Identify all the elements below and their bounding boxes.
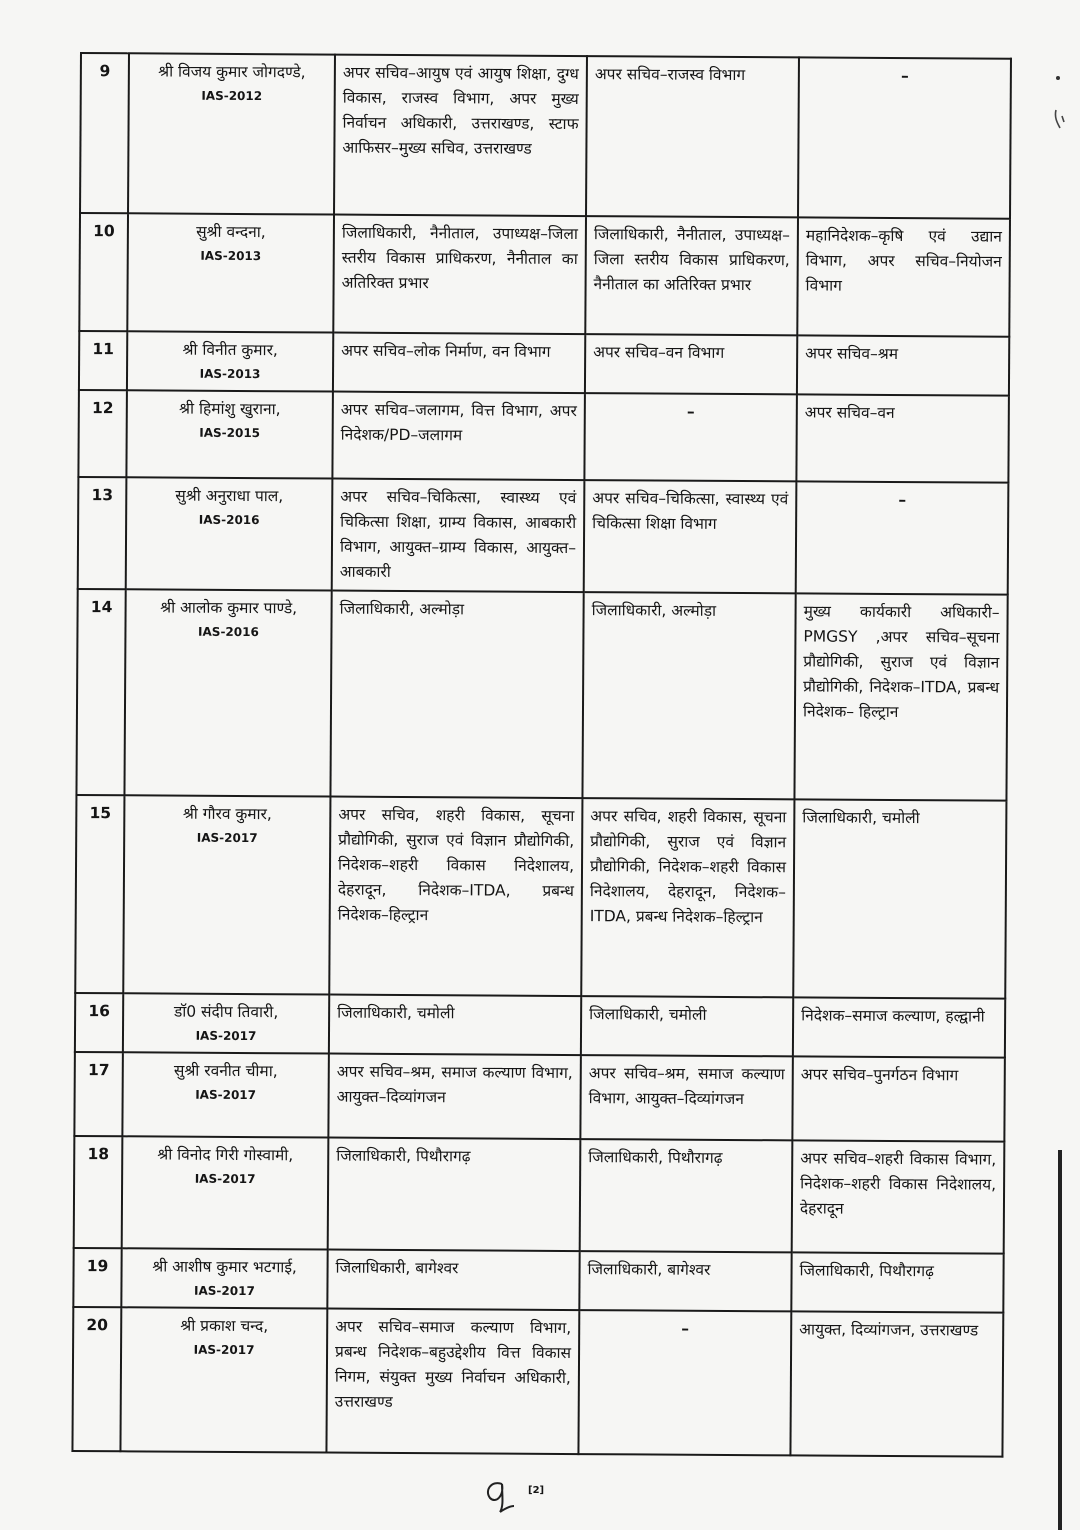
officer-name: श्री विनीत कुमार, <box>182 340 278 360</box>
current-posting: जिलाधिकारी, चमोली <box>329 995 581 1056</box>
current-posting: अपर सचिव–लोक निर्माण, वन विभाग <box>333 333 585 394</box>
officer-batch: IAS-2016 <box>198 512 260 528</box>
current-posting: अपर सचिव–समाज कल्याण विभाग, प्रबन्ध निदेशक–बहुउद्देशीय वित्त विकास निगम, संयुक्त मुख्य निर्वाचन अधिकारी, उत्तराखण्ड <box>326 1309 579 1455</box>
current-posting: जिलाधिकारी, पिथौरागढ़ <box>328 1138 581 1252</box>
officer-name: श्री आलोक कुमार पाण्डे, <box>160 598 298 618</box>
officer-name: श्री हिमांशु खुराना, <box>179 399 281 419</box>
transfer-table <box>71 52 1012 1458</box>
officer-cell <box>128 53 335 214</box>
new-posting: जिलाधिकारी, अल्मोड़ा <box>582 592 795 799</box>
serial-number: 14 <box>76 589 125 795</box>
serial-number: 19 <box>73 1248 121 1307</box>
table-row <box>74 1136 1005 1254</box>
new-posting: जिलाधिकारी, बागेश्वर <box>579 1251 791 1311</box>
stray-mark-icon <box>1050 70 1070 140</box>
officer-name: श्री आशीष कुमार भटगाई, <box>152 1257 297 1277</box>
officer-cell <box>127 331 333 391</box>
additional-charge: जिलाधिकारी, पिथौरागढ़ <box>791 1252 1003 1312</box>
table-row <box>78 477 1009 595</box>
new-posting: जिलाधिकारी, नैनीताल, उपाध्यक्ष–जिला स्तरीय विकास प्राधिकरण, नैनीताल का अतिरिक्त प्रभार <box>585 216 798 335</box>
dash-mark: – <box>898 491 907 510</box>
officer-cell <box>124 589 331 796</box>
dash-mark: – <box>900 67 909 86</box>
additional-charge: निदेशक–समाज कल्याण, हल्द्वानी <box>793 997 1005 1057</box>
additional-charge: अपर सचिव–वन <box>796 394 1009 482</box>
current-posting: अपर सचिव–चिकित्सा, स्वास्थ्य एवं चिकित्सा शिक्षा, ग्राम्य विकास, आबकारी विभाग, आयुक्त–ग्राम्य विकास, आयुक्त–आबकारी <box>332 479 585 593</box>
new-posting: अपर सचिव, शहरी विकास, सूचना प्रौद्योगिकी, सुराज एवं विज्ञान प्रौद्योगिकी, निदेशक–शहरी विकास निदेशालय, देहरादून, निदेशक–ITDA, प्रबन्ध निदेशक–हिल्ट्रान <box>581 798 794 997</box>
officer-batch: IAS-2013 <box>200 248 262 264</box>
table-row <box>79 213 1010 337</box>
additional-charge: अपर सचिव–पुनर्गठन विभाग <box>792 1056 1005 1141</box>
table-row <box>80 53 1011 219</box>
serial-number: 17 <box>74 1052 123 1136</box>
additional-charge: मुख्य कार्यकारी अधिकारी–PMGSY ,अपर सचिव–सूचना प्रौद्योगिकी, सुराज एवं विज्ञान प्रौद्योगिकी, निदेशक–ITDA, प्रबन्ध निदेशक– हिल्ट्रान <box>794 593 1007 800</box>
serial-number: 20 <box>72 1307 121 1451</box>
serial-number: 18 <box>74 1136 123 1248</box>
serial-number: 9 <box>80 53 129 213</box>
officer-batch: IAS-2013 <box>199 366 261 382</box>
additional-charge: महानिदेशक–कृषि एवं उद्यान विभाग, अपर सचिव–नियोजन विभाग <box>797 217 1010 336</box>
officer-batch: IAS-2016 <box>198 624 259 640</box>
serial-number: 10 <box>79 213 128 331</box>
table-row <box>75 993 1005 1058</box>
officer-cell <box>123 993 329 1053</box>
new-posting: जिलाधिकारी, पिथौरागढ़ <box>580 1139 793 1252</box>
officer-name: सुश्री अनुराधा पाल, <box>175 486 284 506</box>
current-posting: अपर सचिव–जलागम, वित्त विभाग, अपर निदेशक/PD–जलागम <box>332 392 585 481</box>
new-posting: अपर सचिव–राजस्व विभाग <box>586 56 799 217</box>
additional-charge <box>796 481 1009 594</box>
additional-charge: आयुक्त, दिव्यांगजन, उत्तराखण्ड <box>790 1311 1003 1456</box>
current-posting: जिलाधिकारी, अल्मोड़ा <box>330 591 583 799</box>
serial-number: 13 <box>78 477 127 589</box>
page-edge-shadow <box>1058 1150 1062 1530</box>
officer-batch: IAS-2012 <box>201 88 263 104</box>
handwritten-initial-icon <box>480 1476 516 1516</box>
officer-cell <box>120 1307 327 1452</box>
table-row <box>72 1307 1003 1457</box>
officer-batch: IAS-2017 <box>194 1171 256 1187</box>
current-posting: अपर सचिव–श्रम, समाज कल्याण विभाग, आयुक्त–दिव्यांगजन <box>328 1054 581 1140</box>
officer-name: श्री विनोद गिरी गोस्वामी, <box>157 1145 294 1165</box>
officer-name: सुश्री वन्दना, <box>196 222 266 242</box>
officer-cell <box>126 477 333 590</box>
serial-number: 15 <box>75 795 124 993</box>
officer-cell <box>123 795 330 994</box>
serial-number: 11 <box>79 331 127 390</box>
table-row <box>79 331 1009 396</box>
dash-mark: – <box>681 1319 690 1338</box>
officer-name: श्री गौरव कुमार, <box>182 804 272 824</box>
additional-charge <box>798 57 1011 218</box>
table-row <box>76 589 1007 801</box>
officer-batch: IAS-2017 <box>195 1028 257 1044</box>
current-posting: अपर सचिव, शहरी विकास, सूचना प्रौद्योगिकी, सुराज एवं विज्ञान प्रौद्योगिकी, निदेशक–शहरी विकास निदेशालय, देहरादून, निदेशक–ITDA, प्रबन्ध निदेशक–हिल्ट्रान <box>329 797 582 997</box>
additional-charge: अपर सचिव–श्रम <box>797 335 1009 395</box>
current-posting: जिलाधिकारी, नैनीताल, उपाध्यक्ष–जिला स्तरीय विकास प्राधिकरण, नैनीताल का अतिरिक्त प्रभार <box>333 215 586 335</box>
page-number: [2] <box>528 1485 545 1496</box>
table-row <box>78 390 1009 483</box>
officer-batch: IAS-2017 <box>195 1087 257 1103</box>
new-posting: अपर सचिव–श्रम, समाज कल्याण विभाग, आयुक्त–दिव्यांगजन <box>580 1055 793 1140</box>
new-posting: जिलाधिकारी, चमोली <box>581 996 793 1056</box>
officer-name: सुश्री रवनीत चीमा, <box>173 1061 278 1081</box>
officer-batch: IAS-2017 <box>196 830 258 846</box>
officer-cell <box>122 1136 329 1249</box>
current-posting: जिलाधिकारी, बागेश्वर <box>327 1250 579 1311</box>
new-posting: अपर सचिव–चिकित्सा, स्वास्थ्य एवं चिकित्सा शिक्षा विभाग <box>584 480 797 593</box>
additional-charge: अपर सचिव–शहरी विकास विभाग, निदेशक–शहरी विकास निदेशालय, देहरादून <box>792 1140 1005 1253</box>
officer-name: श्री विजय कुमार जोगदण्डे, <box>158 62 306 82</box>
additional-charge: जिलाधिकारी, चमोली <box>793 799 1006 998</box>
serial-number: 12 <box>78 390 127 477</box>
officer-batch: IAS-2017 <box>193 1342 255 1358</box>
new-posting: अपर सचिव–वन विभाग <box>585 334 797 394</box>
officer-batch: IAS-2015 <box>199 425 261 441</box>
dash-mark: – <box>686 402 695 421</box>
table-row <box>75 795 1006 999</box>
officer-batch: IAS-2017 <box>194 1283 255 1299</box>
officer-cell <box>121 1248 327 1308</box>
new-posting <box>584 393 797 481</box>
serial-number: 16 <box>75 993 123 1052</box>
officer-name: श्री प्रकाश चन्द, <box>180 1316 269 1336</box>
new-posting <box>578 1310 791 1455</box>
officer-cell <box>126 390 333 478</box>
table-row <box>74 1052 1004 1142</box>
current-posting: अपर सचिव–आयुष एवं आयुष शिक्षा, दुग्ध विकास, राजस्व विभाग, अपर मुख्य निर्वाचन अधिकारी, उत्तराखण्ड, स्टाफ आफिसर–मुख्य सचिव, उत्तराखण्ड <box>334 55 587 217</box>
officer-cell <box>127 213 334 332</box>
officer-cell <box>122 1052 329 1137</box>
officer-name: डॉ0 संदीप तिवारी, <box>173 1002 279 1022</box>
table-row <box>73 1248 1003 1313</box>
